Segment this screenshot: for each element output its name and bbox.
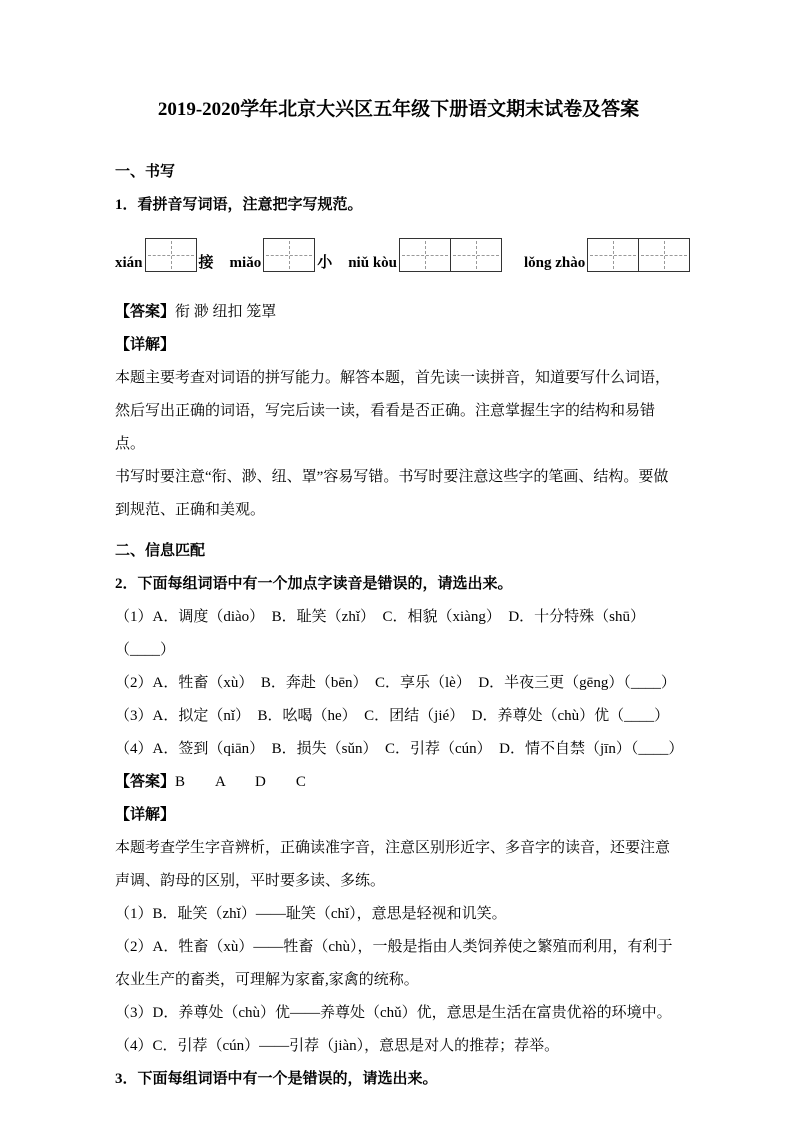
q1-detail-para-1: 本题主要考查对词语的拼写能力。解答本题，首先读一读拼音，知道要写什么词语，然后写出正确的词语，写完后读一读，看看是否正确。注意掌握生字的结构和易错点。 <box>115 370 671 452</box>
pinyin-label-longzhao: lǒng zhào <box>524 255 586 271</box>
hanzi-jie: 接 <box>198 255 214 271</box>
pinyin-label-xian: xián <box>115 255 143 271</box>
q2-detail-para-2: （1）B．耻笑（zhǐ）——耻笑（chǐ），意思是轻视和讥笑。 <box>115 906 507 922</box>
q2-detail-para-3: （2）A．牲畜（xù）——牲畜（chù），一般是指由人类饲养使之繁殖而利用，有利于农业生产的畜类，可理解为家畜,家禽的统称。 <box>115 939 673 988</box>
pinyin-label-niukou: niǔ kòu <box>348 255 398 271</box>
q1-prompt: 1．看拼音写词语，注意把字写规范。 <box>115 197 363 213</box>
section-heading-matching: 二、信息匹配 <box>115 543 206 559</box>
q2-option-line-2: （2）A．牲畜（xù） B．奔赴（bēn） C．享乐（lè） D．半夜三更（gēng）（____） <box>115 675 676 691</box>
q3-prompt: 3．下面每组词语中有一个是错误的，请选出来。 <box>115 1071 438 1087</box>
answer-label: 【答案】 <box>115 304 176 320</box>
writing-box <box>263 238 315 272</box>
q2-blank-line: （____） <box>115 642 176 658</box>
q1-detail-label: 【详解】 <box>115 337 176 353</box>
q1-answer-line <box>115 296 682 329</box>
hanzi-xiao: 小 <box>317 255 333 271</box>
q2-detail-para-4: （3）D．养尊处（chù）优——养尊处（chǔ）优，意思是生活在富贵优裕的环境中。 <box>115 1005 672 1021</box>
q1-answer-text: 衔 渺 纽扣 笼罩 <box>175 304 277 320</box>
q2-option-line-3: （3）A．拟定（nǐ） B．吆喝（he） C．团结（jié） D．养尊处（chù）优（____） <box>115 708 670 724</box>
pinyin-label-miao: miǎo <box>229 255 262 271</box>
document-title: 2019-2020学年北京大兴区五年级下册语文期末试卷及答案 <box>157 99 640 120</box>
section-heading-writing: 一、书写 <box>115 164 176 180</box>
q2-option-line-1: （1）A．调度（diào） B．耻笑（zhǐ） C．相貌（xiàng） D．十分特殊（shū） <box>115 609 645 625</box>
q2-answer-text: B A D C <box>175 774 306 790</box>
q2-prompt: 2．下面每组词语中有一个加点字读音是错误的，请选出来。 <box>115 576 513 592</box>
q2-option-line-4: （4）A．签到（qiān） B．损失（sǔn） C．引荐（cún） D．情不自禁（jīn）（____） <box>115 741 684 757</box>
writing-box <box>145 238 197 272</box>
pinyin-writing-row <box>115 226 682 272</box>
writing-box <box>587 238 639 272</box>
writing-box <box>450 238 502 272</box>
q2-detail-para-1: 本题考查学生字音辨析，正确读准字音，注意区别形近字、多音字的读音，还要注意声调、韵母的区别，平时要多读、多练。 <box>115 840 671 889</box>
writing-box <box>638 238 690 272</box>
q2-detail-para-5: （4）C．引荐（cún）——引荐（jiàn），意思是对人的推荐；荐举。 <box>115 1038 560 1054</box>
answer-label: 【答案】 <box>115 774 176 790</box>
q1-detail-para-2: 书写时要注意“衔、渺、纽、罩”容易写错。书写时要注意这些字的笔画、结构。要做到规范、正确和美观。 <box>115 469 669 518</box>
q2-detail-label: 【详解】 <box>115 807 176 823</box>
q2-answer-line <box>115 766 682 799</box>
writing-box <box>399 238 451 272</box>
